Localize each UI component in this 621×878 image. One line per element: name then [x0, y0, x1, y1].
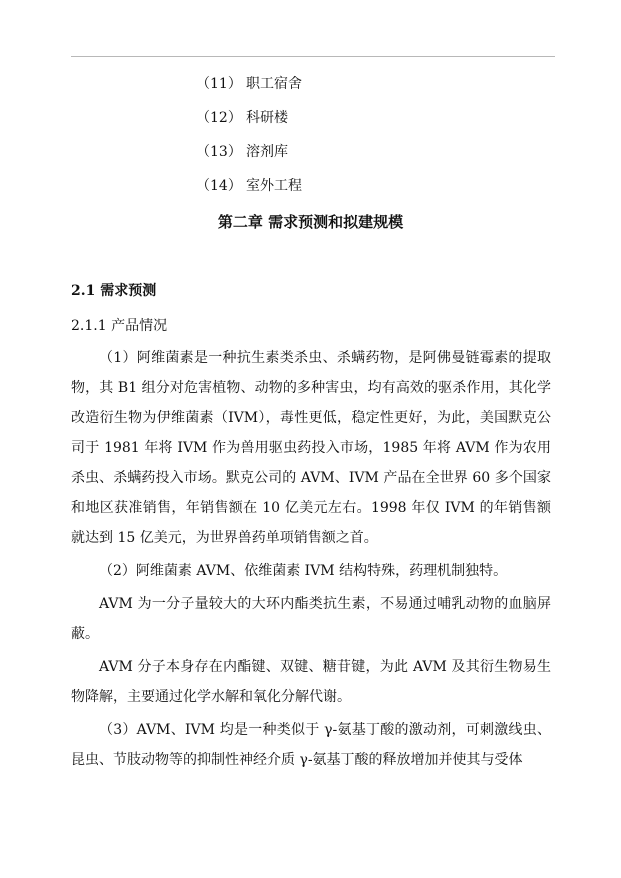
list-item-label: 科研楼 — [246, 110, 288, 126]
facility-list — [196, 70, 302, 206]
subsection-title: 2.1.1 产品情况 — [71, 318, 168, 334]
list-item-number: （11） — [196, 76, 242, 92]
list-item-number: （12） — [196, 110, 242, 126]
chapter-title: 第二章 需求预测和拟建规模 — [217, 213, 404, 231]
paragraph: （2）阿维菌素 AVM、依维菌素 IVM 结构特殊，药理机制独特。 — [99, 563, 508, 579]
list-item-label: 溶剂库 — [246, 144, 288, 160]
paragraph: AVM 为一分子量较大的大环内酯类抗生素，不易通过哺乳动物的血脑屏蔽。 — [71, 596, 551, 642]
list-item-number: （13） — [196, 144, 242, 160]
list-item-label: 室外工程 — [246, 178, 302, 194]
paragraph: （3）AVM、IVM 均是一种类似于 γ-氨基丁酸的激动剂，可刺激线虫、昆虫、节肢动物等的抑制性神经介质 γ-氨基丁酸的释放增加并使其与受体 — [71, 722, 551, 768]
list-item — [196, 138, 302, 172]
header-rule — [71, 56, 555, 57]
list-item — [196, 172, 302, 206]
paragraph: AVM 分子本身存在内酯键、双键、糖苷键，为此 AVM 及其衍生物易生物降解，主要通过化学水解和氧化分解代谢。 — [71, 659, 551, 705]
list-item-label: 职工宿舍 — [246, 76, 302, 92]
paragraph: （1）阿维菌素是一种抗生素类杀虫、杀螨药物，是阿佛曼链霉素的提取物，其 B1 组分对危害植物、动物的多种害虫，均有高效的驱杀作用，其化学改造衍生物为伊维菌素（IVM），毒性更低，稳定性更好，为此，美国默克公司于 1981 年将 IVM 作为兽用驱虫药投入市场，1985 年将 AVM 作为农用杀虫、杀螨药投入市场。默克公司的 AVM、IVM 产品在全世界 60 多个国家和地区获准销售，年销售额在 10 亿美元左右。1998 年仅 IVM 的年销售额就达到 15 亿美元，为世界兽药单项销售额之首。 — [71, 350, 551, 546]
list-item — [196, 104, 302, 138]
document-body — [71, 343, 551, 775]
list-item-number: （14） — [196, 178, 242, 194]
list-item — [196, 70, 302, 104]
section-title: 2.1 需求预测 — [71, 283, 157, 299]
